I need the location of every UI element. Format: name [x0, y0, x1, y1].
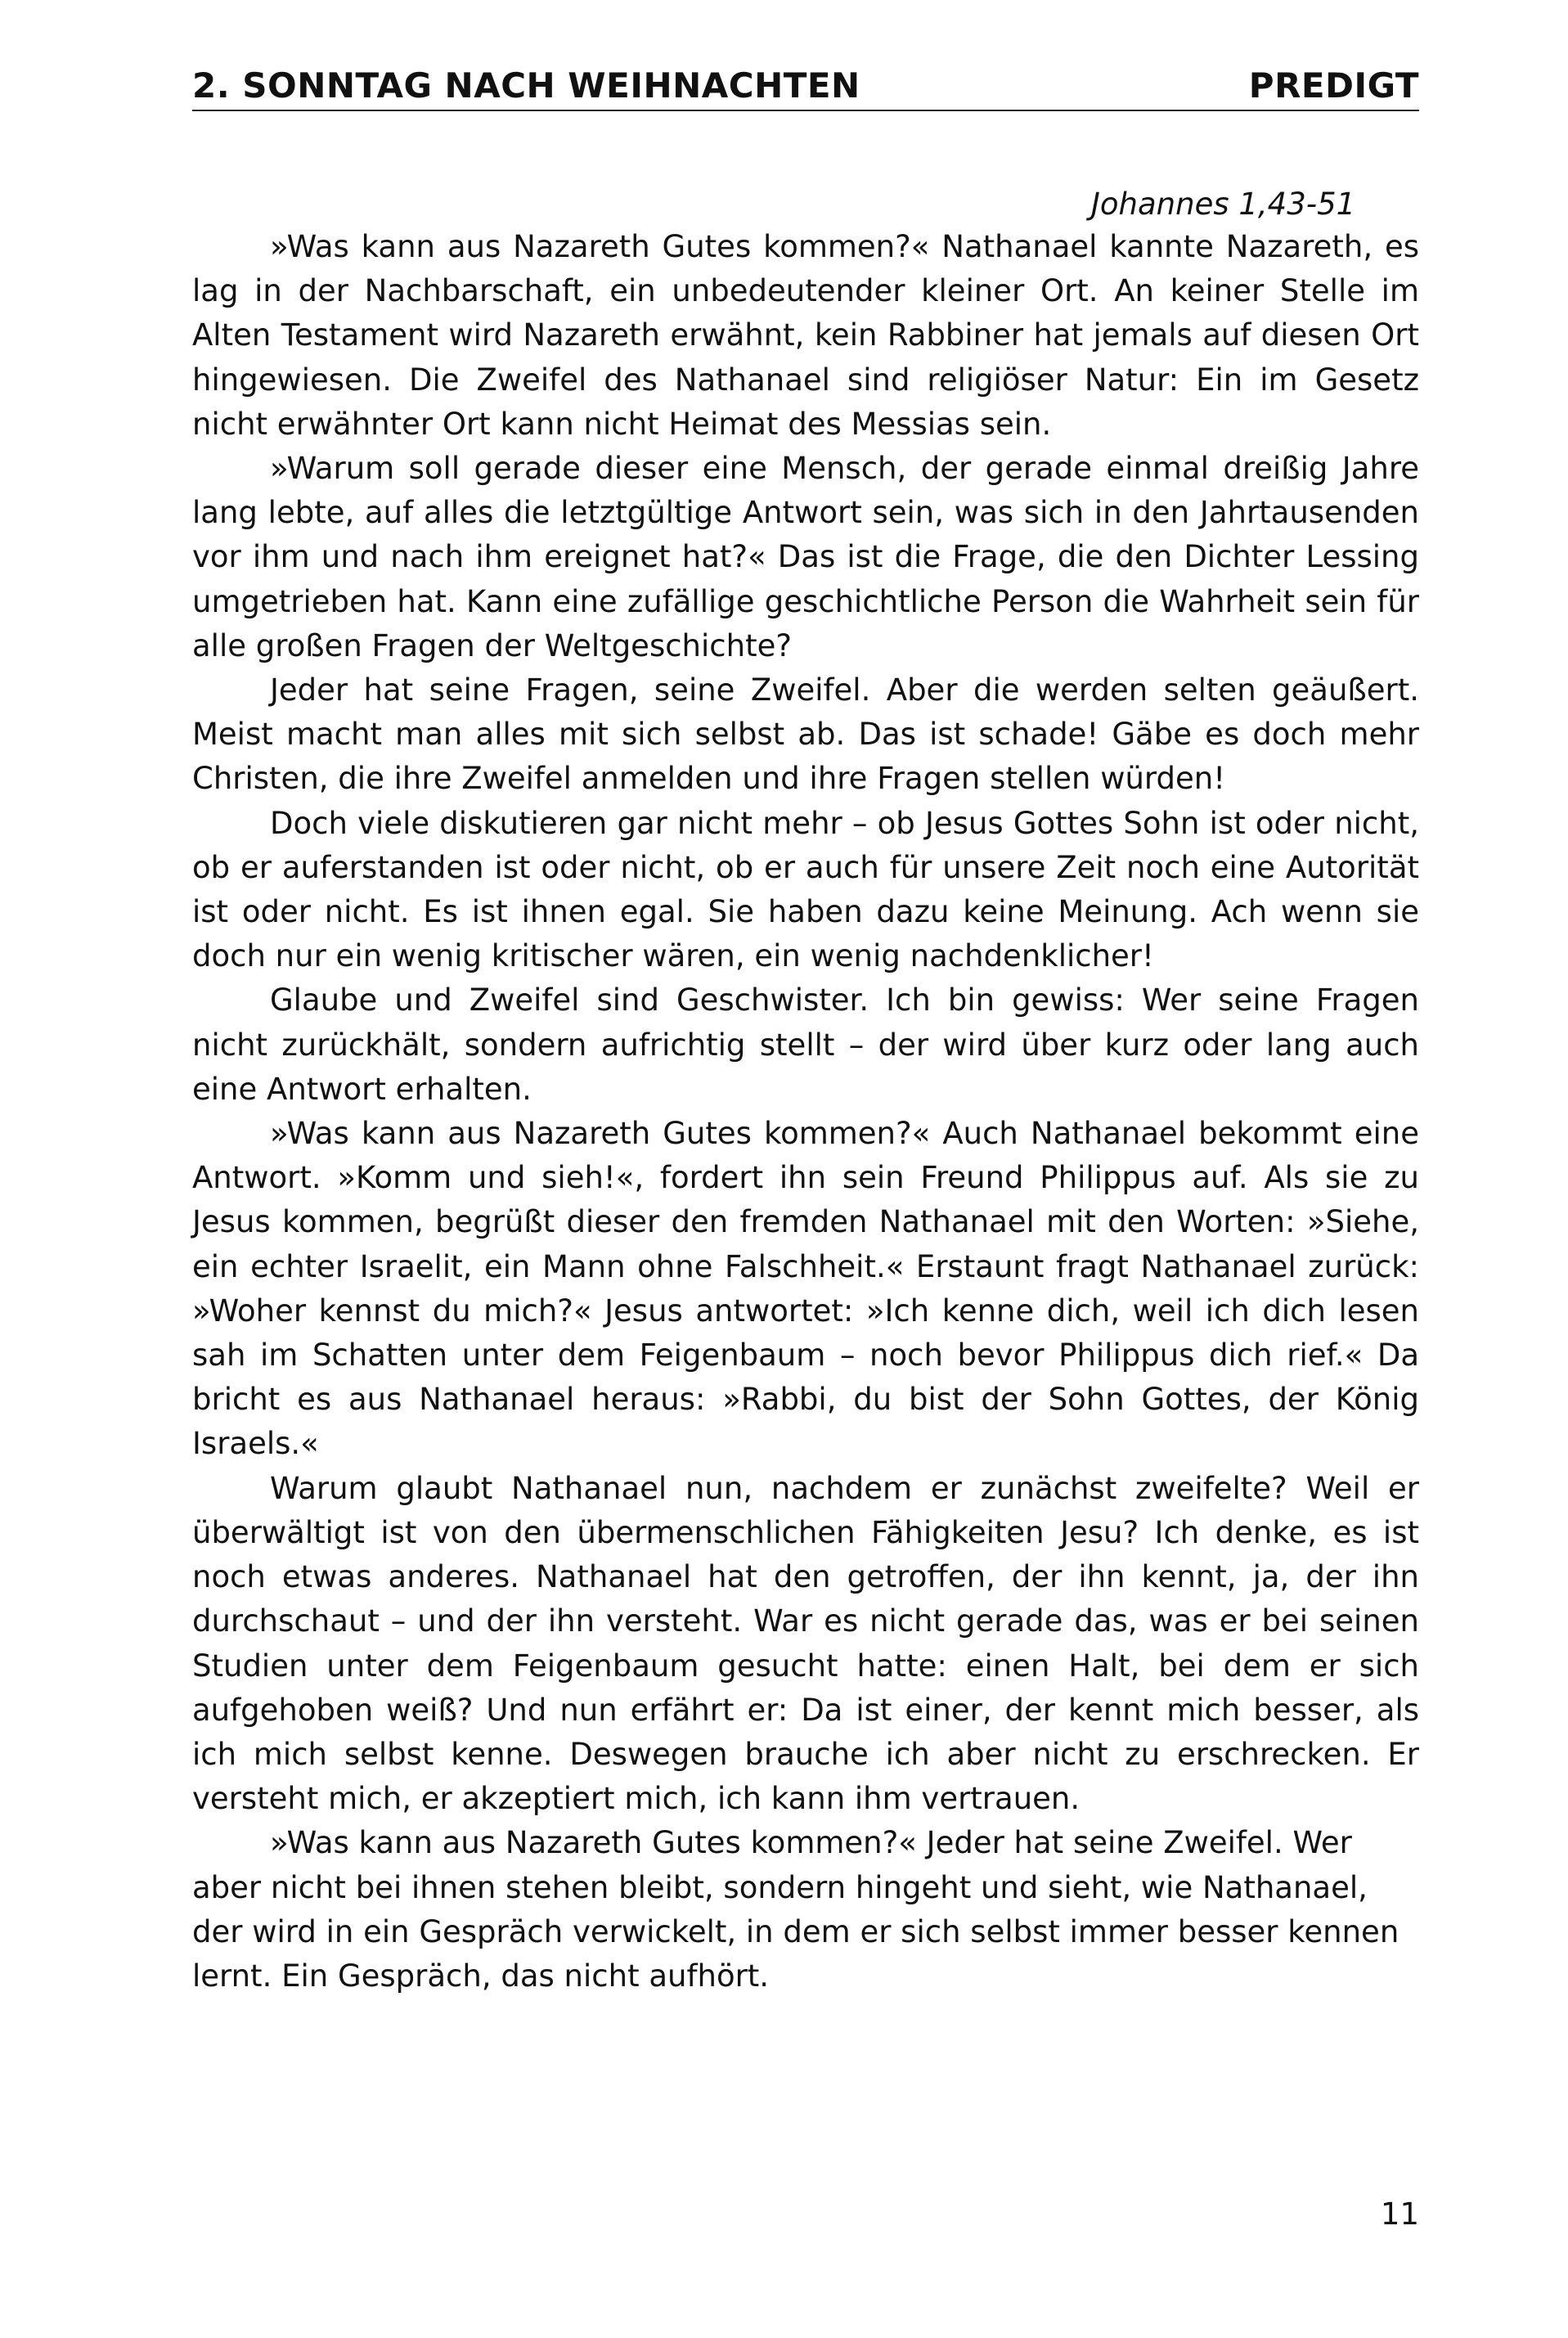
header-title: 2. SONNTAG NACH WEIHNACHTEN — [192, 65, 860, 106]
paragraph-6: »Was kann aus Nazareth Gutes kommen?« Auch Nathanael bekommt eine Antwort. »Komm und sieh!«, fordert ihn sein Freund Philippus auf. Als sie zu Jesus kommen, begrüßt dieser den fremden Nathanael mit den Worten: »Siehe, ein echter Israelit, ein Mann ohne Falschheit.« Erstaunt fragt Nathanael zurück: »Woher kennst du mich?« Jesus antwortet: »Ich kenne dich, weil ich dich lesen sah im Schatten unter dem Feigenbaum – noch bevor Philippus dich rief.« Da bricht es aus Nathanael heraus: »Rabbi, du bist der Sohn Gottes, der König Israels.« — [192, 1116, 1419, 1462]
paragraph-1: »Was kann aus Nazareth Gutes kommen?« Nathanael kannte Nazareth, es lag in der Nachbarschaft, ein unbedeutender kleiner Ort. An keiner Stelle im Alten Testament wird Nazareth erwähnt, kein Rabbiner hat jemals auf diesen Ort hingewiesen. Die Zweifel des Nathanael sind religiöser Natur: Ein im Gesetz nicht erwähnter Ort kann nicht Heimat des Messias sein. — [192, 229, 1419, 442]
header-section: PREDIGT — [1248, 65, 1419, 106]
paragraph-4: Doch viele diskutieren gar nicht mehr – ob Jesus Gottes Sohn ist oder nicht, ob er auferstanden ist oder nicht, ob er auch für unsere Zeit noch eine Autorität ist oder nicht. Es ist ihnen egal. Sie haben dazu keine Meinung. Ach wenn sie doch nur ein wenig kritischer wären, ein wenig nachdenklicher! — [192, 805, 1419, 974]
paragraph-3: Jeder hat seine Fragen, seine Zweifel. Aber die werden selten geäußert. Meist macht man alles mit sich selbst ab. Das ist schade! Gäbe es doch mehr Christen, die ihre Zweifel anmelden und ihre Fragen stellen würden! — [192, 672, 1419, 797]
scripture-reference: Johannes 1,43-51 — [1091, 187, 1356, 222]
paragraph-5: Glaube und Zweifel sind Geschwister. Ich bin gewiss: Wer seine Fragen nicht zurückhält, sondern aufrichtig stellt – der wird über kurz oder lang auch eine Antwort erhalten. — [192, 982, 1419, 1107]
paragraph-8: »Was kann aus Nazareth Gutes kommen?« Jeder hat seine Zweifel. Wer aber nicht bei ihnen stehen bleibt, sondern hingeht und sieht, wie Nathanael, der wird in ein Gespräch verwickelt, in dem er sich selbst immer besser kennen lernt. Ein Gespräch, das nicht aufhört. — [192, 1825, 1400, 1994]
sermon-body — [192, 225, 1419, 1999]
paragraph-7: Warum glaubt Nathanael nun, nachdem er zunächst zweifelte? Weil er überwältigt ist von den übermenschlichen Fähigkeiten Jesu? Ich denke, es ist noch etwas anderes. Nathanael hat den getroffen, der ihn kennt, ja, der ihn durchschaut – und der ihn versteht. War es nicht gerade das, was er bei seinen Studien unter dem Feigenbaum gesucht hatte: einen Halt, bei dem er sich aufgehoben weiß? Und nun erfährt er: Da ist einer, der kennt mich besser, als ich mich selbst kenne. Deswegen brauche ich aber nicht zu erschrecken. Er versteht mich, er akzeptiert mich, ich kann ihm vertrauen. — [192, 1470, 1419, 1817]
page-number: 11 — [1380, 2196, 1419, 2232]
paragraph-2: »Warum soll gerade dieser eine Mensch, der gerade einmal dreißig Jahre lang lebte, auf alles die letztgültige Antwort sein, was sich in den Jahrtausenden vor ihm und nach ihm ereignet hat?« Das ist die Frage, die den Dichter Lessing umgetrieben hat. Kann eine zufällige geschichtliche Person die Wahrheit sein für alle großen Fragen der Weltgeschichte? — [192, 451, 1419, 663]
running-header — [192, 57, 1419, 111]
